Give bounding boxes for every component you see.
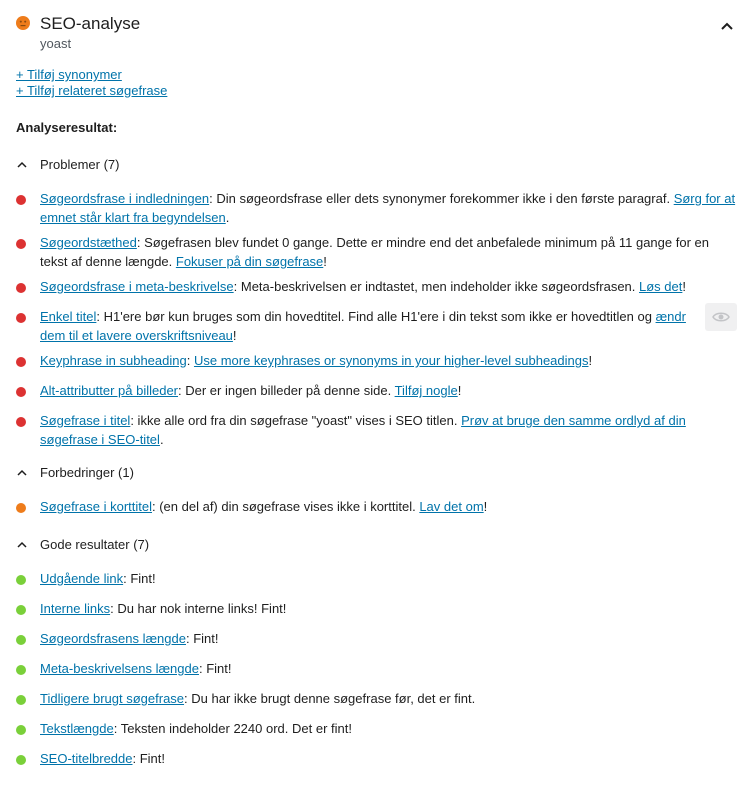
improvement-bullet-icon xyxy=(16,503,26,513)
highlight-toggle-button[interactable] xyxy=(705,303,737,331)
result-link[interactable]: Søgefrase i titel xyxy=(40,413,131,428)
good-bullet-icon xyxy=(16,605,26,615)
result-link[interactable]: Udgående link xyxy=(40,571,124,586)
panel-title: SEO-analyse xyxy=(40,14,141,33)
focus-keyphrase-label: yoast xyxy=(40,36,72,51)
result-text-end: ! xyxy=(483,499,488,514)
good-bullet-icon xyxy=(16,695,26,705)
result-text: : Fint! xyxy=(123,571,156,586)
result-link[interactable]: Søgefrase i korttitel xyxy=(40,499,152,514)
result-link[interactable]: Tidligere brugt søgefrase xyxy=(40,691,185,706)
result-text: : Fint! xyxy=(132,751,166,766)
chevron-up-icon xyxy=(16,159,28,171)
section-good-results-label: Gode resultater (7) xyxy=(40,537,150,552)
problem-bullet-icon xyxy=(16,195,26,205)
seo-analysis-header xyxy=(16,14,736,54)
result-text: : xyxy=(186,353,194,368)
result-text: : Din søgeordsfrase eller dets synonymer forekommer ikke i den første paragraf. xyxy=(209,191,674,206)
section-improvements-toggle[interactable] xyxy=(16,465,134,481)
result-link[interactable]: Alt-attributter på billeder xyxy=(40,383,179,398)
seo-score-face-icon xyxy=(16,16,30,30)
result-action-link[interactable]: Tilføj nogle xyxy=(394,383,458,398)
result-action-link[interactable]: Sørg for at emnet står klart fra begyndelsen xyxy=(40,191,736,225)
good-bullet-icon xyxy=(16,635,26,645)
problem-bullet-icon xyxy=(16,313,26,323)
result-text: : ikke alle ord fra din søgefrase "yoast" vises i SEO titlen. xyxy=(130,413,462,428)
problem-bullet-icon xyxy=(16,239,26,249)
eye-icon xyxy=(712,309,730,325)
result-link[interactable]: SEO-titelbredde xyxy=(40,751,133,766)
result-link[interactable]: Meta-beskrivelsens længde xyxy=(40,661,199,676)
result-text: : Fint! xyxy=(185,631,219,646)
good-bullet-icon xyxy=(16,755,26,765)
result-action-link[interactable]: Løs det xyxy=(639,279,683,294)
section-problems-toggle[interactable] xyxy=(16,157,119,173)
result-link[interactable]: Enkel titel xyxy=(40,309,97,324)
result-text-end: ! xyxy=(457,383,462,398)
result-text: : Du har nok interne links! Fint! xyxy=(110,601,287,616)
chevron-up-icon xyxy=(16,539,28,551)
result-text-end: ! xyxy=(682,279,686,294)
good-bullet-icon xyxy=(16,575,26,585)
section-improvements-label: Forbedringer (1) xyxy=(40,465,134,480)
result-link[interactable]: Keyphrase in subheading xyxy=(40,353,187,368)
result-text: : Der er ingen billeder på denne side. xyxy=(178,383,395,398)
result-action-link[interactable]: Prøv at bruge den samme ordlyd af din søgefrase i SEO-titel xyxy=(40,413,686,447)
result-text: : Fint! xyxy=(198,661,232,676)
result-text-end: ! xyxy=(232,328,237,343)
add-synonyms-link[interactable]: + Tilføj synonymer xyxy=(16,67,122,82)
result-link[interactable]: Søgeordstæthed xyxy=(40,235,137,250)
result-text-end: . xyxy=(225,210,230,225)
result-link[interactable]: Tekstlængde xyxy=(40,721,114,736)
section-problems-label: Problemer (7) xyxy=(40,157,120,172)
add-links xyxy=(16,67,167,99)
good-bullet-icon xyxy=(16,665,26,675)
result-action-link[interactable]: ændr dem til et lavere overskriftsniveau xyxy=(40,309,686,343)
result-link[interactable]: Interne links xyxy=(40,601,111,616)
result-link[interactable]: Søgeordsfrase i indledningen xyxy=(40,191,210,206)
result-text: : Du har ikke brugt denne søgefrase før, det er fint. xyxy=(184,691,476,706)
analysis-results-heading: Analyseresultat: xyxy=(16,120,118,135)
result-text: : (en del af) din søgefrase vises ikke i korttitel. xyxy=(152,499,420,514)
problem-bullet-icon xyxy=(16,357,26,367)
section-good-results-toggle[interactable] xyxy=(16,537,149,553)
result-text: : Søgefrasen blev fundet 0 gange. Dette er mindre end det anbefalede minimum på 11 gange for en tekst af denne længde. xyxy=(40,235,709,269)
chevron-up-icon xyxy=(16,467,28,479)
result-text: : Teksten indeholder 2240 ord. Det er fint! xyxy=(113,721,352,736)
problem-bullet-icon xyxy=(16,283,26,293)
result-action-link[interactable]: Fokuser på din søgefrase xyxy=(175,254,324,269)
problem-bullet-icon xyxy=(16,417,26,427)
result-action-link[interactable]: Use more keyphrases or synonyms in your higher-level subheadings xyxy=(193,353,589,368)
result-link[interactable]: Søgeordsfrasens længde xyxy=(40,631,186,646)
result-text: : Meta-beskrivelsen er indtastet, men indeholder ikke søgeordsfrasen. xyxy=(233,279,640,294)
good-bullet-icon xyxy=(16,725,26,735)
result-text-end: ! xyxy=(588,353,593,368)
result-text-end: . xyxy=(159,432,164,447)
result-link[interactable]: Søgeordsfrase i meta-beskrivelse xyxy=(40,279,234,294)
result-action-link[interactable]: Lav det om xyxy=(419,499,484,514)
problem-bullet-icon xyxy=(16,387,26,397)
collapse-chevron-up-icon[interactable] xyxy=(718,18,736,36)
add-related-keyphrase-link[interactable]: + Tilføj relateret søgefrase xyxy=(16,83,168,98)
result-text: : H1'ere bør kun bruges som din hovedtitel. Find alle H1'ere i din tekst som ikke er hovedtitlen og xyxy=(96,309,656,324)
result-text-end: ! xyxy=(323,254,327,269)
